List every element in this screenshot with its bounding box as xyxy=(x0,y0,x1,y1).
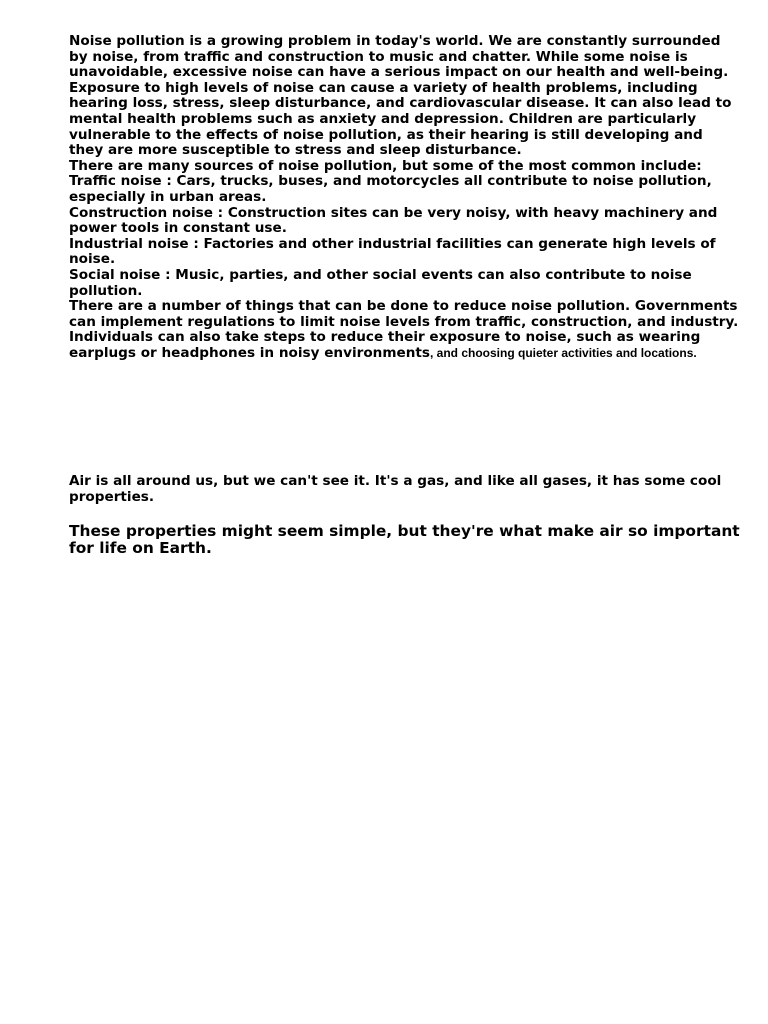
paragraph-sources-intro: There are many sources of noise pollution, but some of the most common include: xyxy=(69,157,702,174)
paragraph-industrial-noise: Industrial noise : Factories and other industrial facilities can generate high levels of noise. xyxy=(69,235,716,268)
paragraph-health-effects: Exposure to high levels of noise can cause a variety of health problems, including hearing loss, stress, sleep disturbance, and cardiovascular disease. It can also lead to mental health problems such as anxiety and depression. Children are particularly vulnerable to the effects of noise pollution, as their hearing is still developing and they are more susceptible to stress and sleep disturbance. xyxy=(69,79,732,159)
paragraph-social-noise: Social noise : Music, parties, and other social events can also contribute to noise pollution. xyxy=(69,266,692,299)
paragraph-reduction xyxy=(69,299,741,361)
noise-pollution-section xyxy=(69,34,741,361)
paragraph-intro: Noise pollution is a growing problem in today's world. We are constantly surrounded by noise, from traffic and construction to music and chatter. While some noise is unavoidable, excessive noise can have a serious impact on our health and well-being. xyxy=(69,33,729,81)
paragraph-air: Air is all around us, but we can't see it. It's a gas, and like all gases, it has some cool properties. xyxy=(69,473,722,505)
paragraph-construction-noise: Construction noise : Construction sites can be very noisy, with heavy machinery and power tools in constant use. xyxy=(69,204,718,237)
paragraph-traffic-noise: Traffic noise : Cars, trucks, buses, and motorcycles all contribute to noise pollution, especially in urban areas. xyxy=(69,173,712,205)
paragraph-reduction-tail: , and choosing quieter activities and locations. xyxy=(430,345,697,360)
paragraph-air-properties: These properties might seem simple, but they're what make air so important for life on Earth. xyxy=(69,522,740,557)
paragraph-reduction-main: There are a number of things that can be done to reduce noise pollution. Governments can implement regulations to limit noise levels from traffic, construction, and industry. Individuals can also take steps to reduce their exposure to noise, such as wearing earplugs or headphones in noisy environments xyxy=(69,298,739,361)
document-body xyxy=(69,34,741,361)
